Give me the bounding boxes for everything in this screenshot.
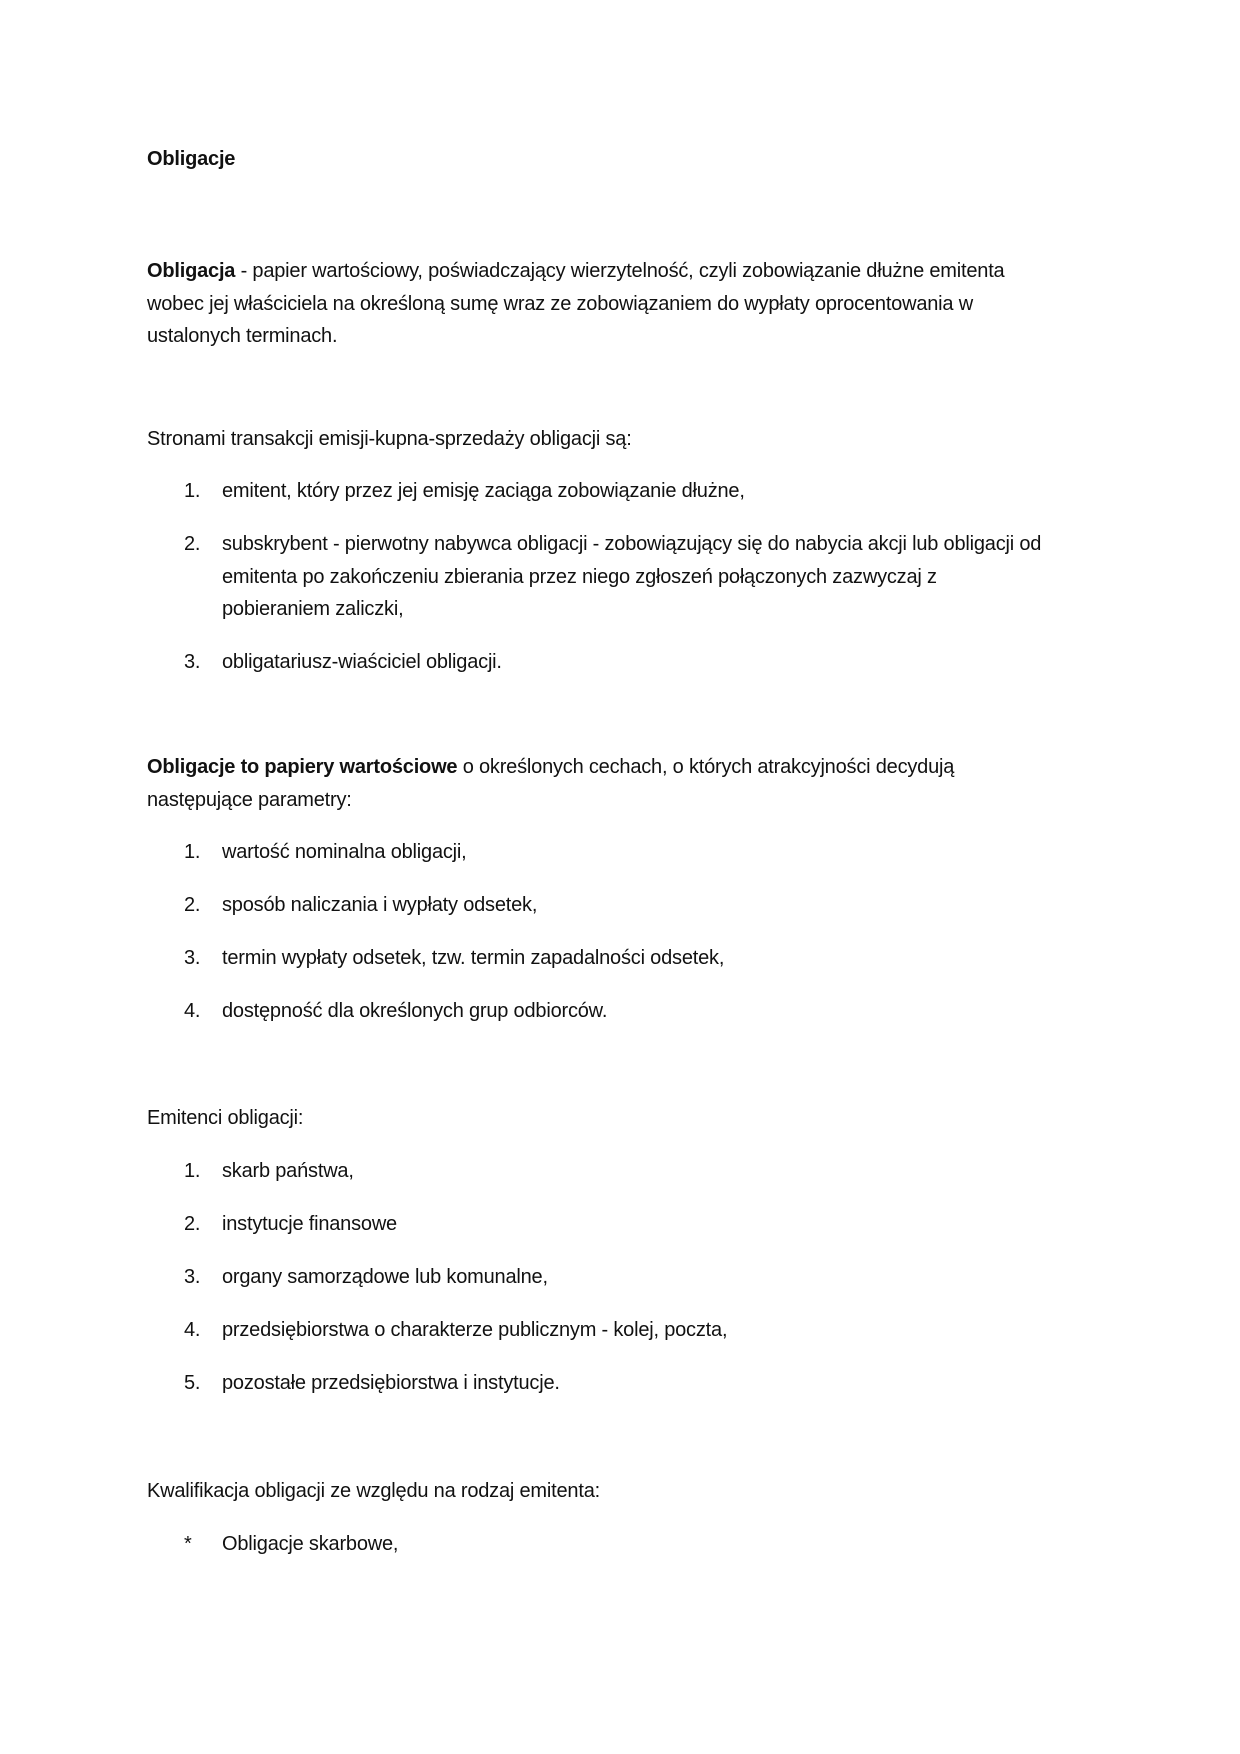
params-paragraph (147, 751, 1027, 816)
list-item-text: termin wypłaty odsetek, tzw. termin zapadalności odsetek, (222, 947, 725, 969)
list-item-number: 5. (184, 1372, 201, 1394)
list-item-number: 4. (184, 1000, 201, 1022)
list-item-text: pozostałe przedsiębiorstwa i instytucje. (222, 1372, 560, 1394)
list-item-text: Obligacje skarbowe, (222, 1533, 399, 1555)
classification-list (147, 1528, 1047, 1581)
document-title: Obligacje (147, 148, 236, 170)
list-item (147, 995, 1047, 1028)
list-item-text: emitent, który przez jej emisję zaciąga zobowiązanie dłużne, (222, 480, 745, 502)
list-item (147, 1314, 1047, 1347)
list-item-number: 2. (184, 894, 201, 916)
definition-text: - papier wartościowy, poświadczający wierzytelność, czyli zobowiązanie dłużne emitenta wobec jej właściciela na określoną sumę wraz ze zobowiązaniem do wypłaty oprocentowania w ustalonych terminach. (147, 260, 1005, 347)
list-item-text: sposób naliczania i wypłaty odsetek, (222, 894, 538, 916)
list-item-text: subskrybent - pierwotny nabywca obligacji - zobowiązujący się do nabycia akcji lub obligacji od emitenta po zakończeniu zbierania przez niego zgłoszeń połączonych zazwyczaj z pobieraniem zaliczki, (222, 533, 1042, 620)
list-item-text: organy samorządowe lub komunalne, (222, 1266, 548, 1288)
list-item (147, 836, 1047, 869)
list-item-number: 3. (184, 947, 201, 969)
parties-intro: Stronami transakcji emisji-kupna-sprzedaży obligacji są: (147, 428, 632, 450)
list-item (147, 1155, 1047, 1188)
list-item (147, 646, 1047, 679)
list-item-number: 2. (184, 1213, 201, 1235)
list-item-number: 2. (184, 533, 201, 555)
list-item-text: przedsiębiorstwa o charakterze publicznym - kolej, poczta, (222, 1319, 728, 1341)
list-item (147, 1528, 1047, 1561)
list-item (147, 475, 1047, 508)
list-item-number: 1. (184, 1160, 201, 1182)
list-item (147, 1367, 1047, 1400)
params-bold-lead: Obligacje to papiery wartościowe (147, 756, 458, 778)
list-item (147, 942, 1047, 975)
list-item (147, 889, 1047, 922)
list-item (147, 528, 1047, 626)
list-item-text: obligatariusz-wiaściciel obligacji. (222, 651, 502, 673)
list-item-text: dostępność dla określonych grup odbiorców. (222, 1000, 608, 1022)
list-item-text: instytucje finansowe (222, 1213, 397, 1235)
params-list (147, 836, 1047, 1048)
params-text: o określonych cechach, o których atrakcyjności decydują następujące parametry: (147, 756, 955, 811)
classification-intro: Kwalifikacja obligacji ze względu na rodzaj emitenta: (147, 1480, 600, 1502)
list-item-text: wartość nominalna obligacji, (222, 841, 467, 863)
issuers-intro: Emitenci obligacji: (147, 1107, 304, 1129)
list-item-number: 3. (184, 651, 201, 673)
parties-list (147, 475, 1047, 699)
list-item (147, 1208, 1047, 1241)
definition-term: Obligacja (147, 260, 236, 282)
issuers-list (147, 1155, 1047, 1420)
list-item-number: 1. (184, 480, 201, 502)
list-item (147, 1261, 1047, 1294)
list-item-number: 3. (184, 1266, 201, 1288)
list-item-number: 1. (184, 841, 201, 863)
definition-paragraph (147, 255, 1027, 353)
list-item-text: skarb państwa, (222, 1160, 354, 1182)
list-item-number: 4. (184, 1319, 201, 1341)
bullet-marker: * (184, 1533, 192, 1555)
